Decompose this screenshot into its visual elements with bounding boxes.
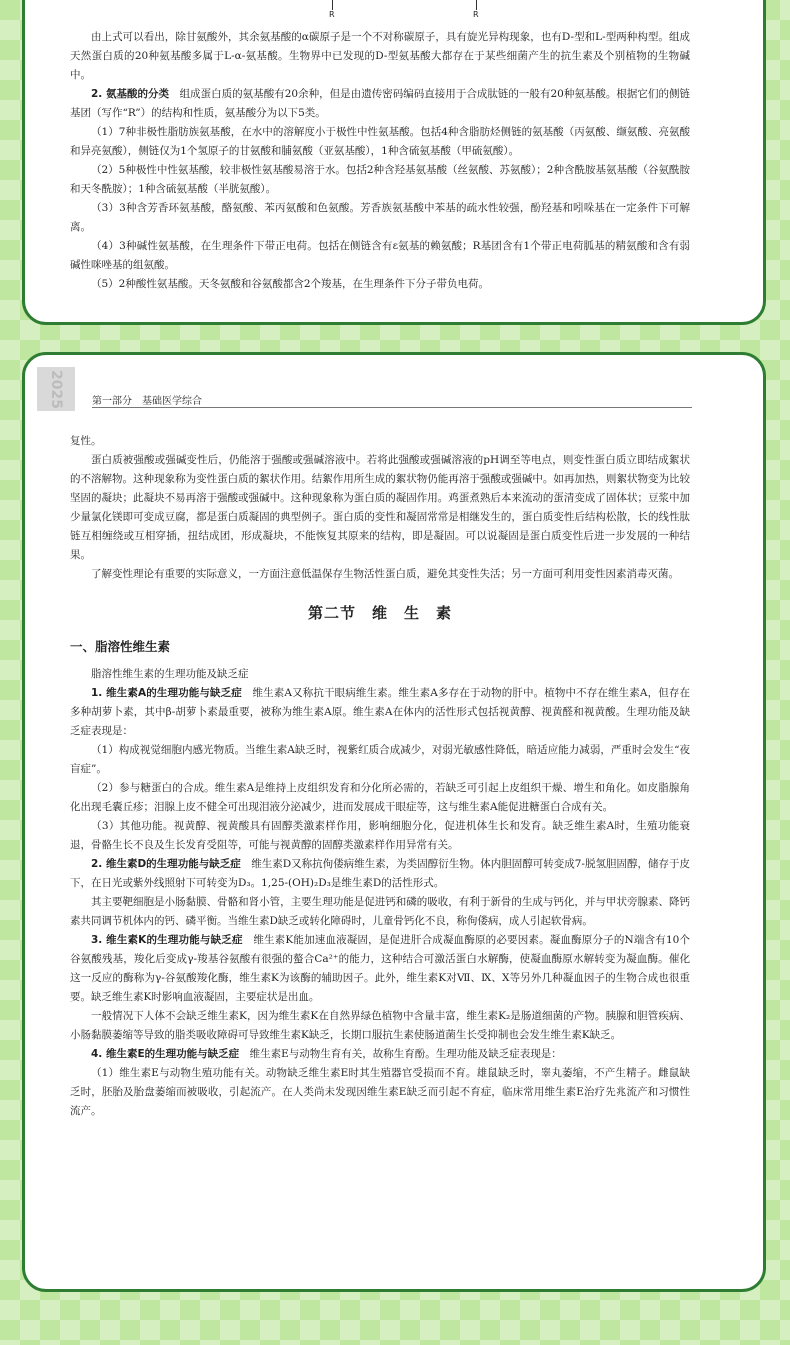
paragraph-text: （1）7种非极性脂肪族氨基酸，在水中的溶解度小于极性中性氨基酸。包括4种含脂肪烃侧链的氨基酸（丙氨酸、缬氨酸、亮氨酸和异亮氨酸），侧链仅为1个氢原子的甘氨酸和脯氨酸（亚氨基酸），1种含硫氨基酸（甲硫氨酸）。	[70, 126, 690, 157]
paragraph-text: 脂溶性维生素的生理功能及缺乏症	[91, 668, 249, 680]
top-page-paragraphs	[70, 28, 690, 294]
paragraph-text: （5）2种酸性氨基酸。天冬氨酸和谷氨酸都含2个羧基，在生理条件下分子带负电荷。	[91, 278, 490, 290]
paragraph-text: （3）其他功能。视黄醇、视黄酸具有固醇类激素样作用，影响细胞分化，促进机体生长和发育。缺乏维生素A时，生殖功能衰退，骨骼生长不良及生长发育受阻等，可能与视黄醇的固醇类激素样作用异常有关。	[70, 820, 690, 851]
paragraph-text: （4）3种碱性氨基酸，在生理条件下带正电荷。包括在侧链含有ε氨基的赖氨酸；R基团含有1个带正电荷胍基的精氨酸和含有弱碱性咪唑基的组氨酸。	[70, 240, 690, 271]
paragraph-text: （3）3种含芳香环氨基酸，酪氨酸、苯丙氨酸和色氨酸。芳香族氨基酸中苯基的疏水性较强，酚羟基和吲哚基在一定条件下可解离。	[70, 202, 690, 233]
paragraph-text: （2）5种极性中性氨基酸，较非极性氨基酸易溶于水。包括2种含羟基氨基酸（丝氨酸、苏氨酸）；2种含酰胺基氨基酸（谷氨酰胺和天冬酰胺）；1种含硫氨基酸（半胱氨酸）。	[70, 164, 690, 195]
bottom-page-content	[70, 432, 690, 1121]
paragraph	[70, 123, 690, 161]
section-title: 第二节 维 生 素	[307, 604, 452, 622]
structure-fragment	[70, 0, 690, 22]
r-group-label-right: R	[473, 10, 479, 19]
paragraph	[70, 684, 690, 741]
paragraph-text: （2）参与糖蛋白的合成。维生素A是维持上皮组织发育和分化所必需的，若缺乏可引起上皮组织干燥、增生和角化。如皮脂腺角化出现毛囊丘疹；泪腺上皮不健全可出现泪液分泌减少，进而发展成干眼症等，这与维生素A能促进糖蛋白合成有关。	[70, 782, 690, 813]
paragraph	[70, 1064, 690, 1121]
paragraph	[70, 199, 690, 237]
paragraph	[70, 275, 690, 294]
vitamin-paragraphs	[70, 665, 690, 1121]
paragraph	[70, 451, 690, 565]
bond-line	[332, 0, 333, 10]
paragraph	[70, 779, 690, 817]
paragraph-text: 复性。	[70, 435, 102, 447]
paragraph-heading: 1. 维生素A的生理功能与缺乏症	[91, 687, 242, 699]
paragraph-text: 维生素D又称抗佝偻病维生素，为类固醇衍生物。体内胆固醇可转变成7-脱氢胆固醇，储存于皮下，在日光或紫外线照射下可转变为D₃。1,25-(OH)₂D₃是维生素D的活性形式。	[70, 858, 690, 889]
paragraph-text: （1）维生素E与动物生殖功能有关。动物缺乏维生素E时其生殖器官受损而不育。雄鼠缺乏时，睾丸萎缩，不产生精子。雌鼠缺乏时，胚胎及胎盘萎缩而被吸收，引起流产。在人类尚未发现因维生素E缺乏而引起不育症，临床常用维生素E治疗先兆流产和习惯性流产。	[70, 1067, 690, 1117]
paragraph	[70, 28, 690, 85]
paragraph-text: 蛋白质被强酸或强碱变性后，仍能溶于强酸或强碱溶液中。若将此强酸或强碱溶液的pH调至等电点，则变性蛋白质立即结成絮状的不溶解物。这种现象称为变性蛋白质的絮状作用。结絮作用所生成的絮状物仍能再溶于强酸或强碱中。如再加热，则絮状物变为比较坚固的凝块；此凝块不易再溶于强酸或强碱中。这种现象称为蛋白质的凝固作用。鸡蛋煮熟后本来流动的蛋清变成了固体状；豆浆中加少量氯化镁即可变成豆腐，都是蛋白质凝固的典型例子。蛋白质的变性和凝固常常是相继发生的，蛋白质变性后结构松散，长的线性肽链互相缠绕或互相穿插，扭结成团，形成凝块，不能恢复其原来的结构，即是凝固。可以说凝固是蛋白质变性后进一步发展的一种结果。	[70, 454, 690, 561]
paragraph	[70, 817, 690, 855]
sub-title: 一、脂溶性维生素	[70, 639, 171, 654]
paragraph	[70, 1045, 690, 1064]
paragraph-text: 了解变性理论有重要的实际意义，一方面注意低温保存生物活性蛋白质，避免其变性失活；另一方面可利用变性因素消毒灭菌。	[91, 568, 679, 580]
paragraph	[70, 161, 690, 199]
paragraph	[70, 931, 690, 1007]
running-head: 第一部分 基础医学综合	[92, 396, 202, 407]
paragraph	[70, 665, 690, 684]
paragraph-text: 一般情况下人体不会缺乏维生素K，因为维生素K在自然界绿色植物中含量丰富，维生素K₂是肠道细菌的产物。胰腺和胆管疾病、小肠黏膜萎缩等导致的脂类吸收障碍可导致维生素K缺乏，长期口服抗生素使肠道菌生长受抑制也会发生维生素K缺乏。	[70, 1010, 690, 1041]
paragraph-heading: 3. 维生素K的生理功能与缺乏症	[91, 934, 243, 946]
paragraph-text: 组成蛋白质的氨基酸有20余种，但是由遗传密码编码直接用于合成肽链的一般有20种氨基酸。根据它们的侧链基团（写作“R”）的结构和性质，氨基酸分为以下5类。	[70, 88, 690, 119]
paragraph-text: 维生素K能加速血液凝固，是促进肝合成凝血酶原的必要因素。凝血酶原分子的N端含有10个谷氨酸残基，羧化后变成γ-羧基谷氨酸有很强的螯合Ca²⁺的能力，这种结合可激活蛋白水解酶，使凝血酶原水解转变为凝血酶。催化这一反应的酶称为γ-谷氨酸羧化酶，维生素K为该酶的辅助因子。此外，维生素K对Ⅶ、Ⅸ、Ⅹ等另外几种凝血因子的生物合成也很重要。缺乏维生素K时影响血液凝固，主要症状是出血。	[70, 934, 690, 1003]
paragraph-heading: 2. 维生素D的生理功能与缺乏症	[91, 858, 241, 870]
paragraph-text: 其主要靶细胞是小肠黏膜、骨骼和肾小管，主要生理功能是促进钙和磷的吸收，有利于新骨的生成与钙化，并与甲状旁腺素、降钙素共同调节机体内的钙、磷平衡。当维生素D缺乏或转化障碍时，儿童骨钙化不良，称佝偻病，成人引起软骨病。	[70, 896, 690, 927]
top-page-content	[70, 0, 690, 294]
paragraph-heading: 2. 氨基酸的分类	[91, 88, 170, 100]
year-tab: 2025	[37, 367, 75, 411]
paragraph-text: 由上式可以看出，除甘氨酸外，其余氨基酸的α碳原子是一个不对称碳原子，具有旋光异构现象，也有D-型和L-型两种构型。组成天然蛋白质的20种氨基酸多属于L-α-氨基酸。生物界中已发现的D-型氨基酸大都存在于某些细菌产生的抗生素及个别植物的生物碱中。	[70, 31, 690, 81]
paragraph-heading: 4. 维生素E的生理功能与缺乏症	[91, 1048, 240, 1060]
paragraph	[70, 855, 690, 893]
r-group-label-left: R	[329, 10, 335, 19]
paragraph-text: （1）构成视觉细胞内感光物质。当维生素A缺乏时，视紫红质合成减少，对弱光敏感性降低，暗适应能力减弱，严重时会发生“夜盲症”。	[70, 744, 690, 775]
paragraph	[70, 85, 690, 123]
bond-line	[476, 0, 477, 10]
paragraph	[70, 565, 690, 584]
paragraph	[70, 237, 690, 275]
paragraph	[70, 1007, 690, 1045]
paragraph-text: 维生素A又称抗干眼病维生素。维生素A多存在于动物的肝中。植物中不存在维生素A，但存在多种胡萝卜素，其中β-胡萝卜素最重要，被称为维生素A原。维生素A在体内的活性形式包括视黄醇、视黄醛和视黄酸。生理功能及缺乏症表现是：	[70, 687, 691, 737]
header-rule	[92, 407, 692, 408]
intro-paragraphs	[70, 432, 690, 584]
paragraph	[70, 893, 690, 931]
paragraph	[70, 741, 690, 779]
paragraph	[70, 432, 690, 451]
paragraph-text: 维生素E与动物生育有关，故称生育酚。生理功能及缺乏症表现是：	[239, 1048, 562, 1060]
